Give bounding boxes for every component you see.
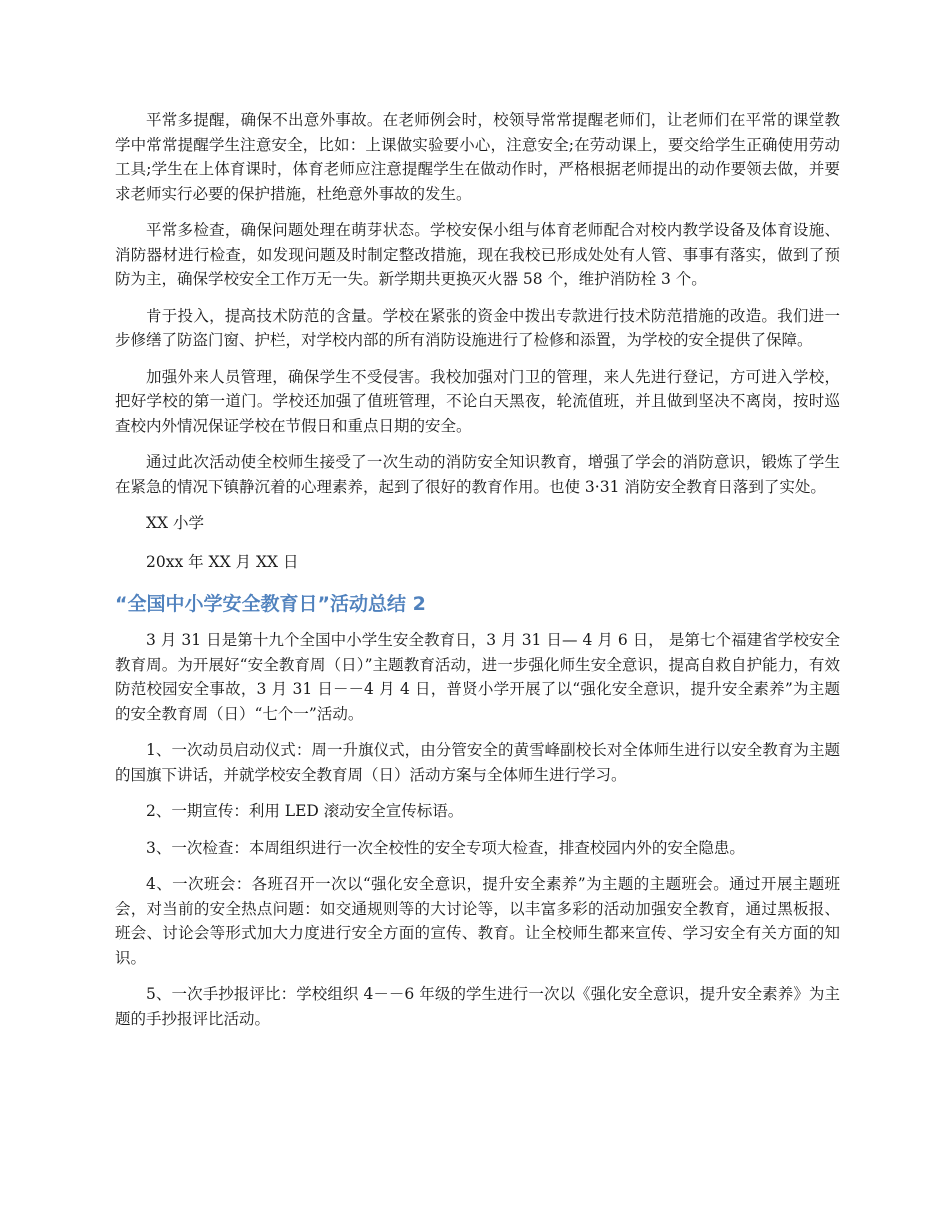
paragraph-investment: 肯于投入，提高技术防范的含量。学校在紧张的资金中拨出专款进行技术防范措施的改造。我们进一步修缮了防盗门窗、护栏，对学校内部的所有消防设施进行了检修和添置，为学校的安全提供了保障。 (115, 306, 840, 349)
section-heading: “全国中小学安全教育日”活动总结 2 (115, 593, 426, 615)
list-item-class-meeting: 4、一次班会：各班召开一次以“强化安全意识，提升安全素养”为主题的主题班会。通过开展主题班会，对当前的安全热点问题：如交通规则等的大讨论等，以丰富多彩的活动加强安全教育，通过黑板报、班会、讨论会等形式加大力度进行安全方面的宣传、教育。让全校师生都来宣传、学习安全有关方面的知识。 (115, 875, 840, 967)
list-item-mobilization: 1、一次动员启动仪式：周一升旗仪式，由分管安全的黄雪峰副校长对全体师生进行以安全教育为主题的国旗下讲话，并就学校安全教育周（日）活动方案与全体师生进行学习。 (115, 741, 840, 784)
paragraph-intro: 3 月 31 日是第十九个全国中小学生安全教育日，3 月 31 日— 4 月 6 日， 是第七个福建省学校安全教育周。为开展好“安全教育周（日）”主题教育活动，进一步强化师生安全意识，提高自救自护能力，有效防范校园安全事故，3 月 31 日－－4 月 4 日，普贤小学开展了以“强化安全意识，提升安全素养”为主题的安全教育周（日）“七个一”活动。 (115, 631, 840, 723)
list-item-inspection: 3、一次检查：本周组织进行一次全校性的安全专项大检查，排查校园内外的安全隐患。 (146, 838, 745, 857)
paragraph-inspections: 平常多检查，确保问题处理在萌芽状态。学校安保小组与体育老师配合对校内教学设备及体育设施、消防器材进行检查，如发现问题及时制定整改措施，现在我校已形成处处有人管、事事有落实，做到了预防为主，确保学校安全工作万无一失。新学期共更换灭火器 58 个，维护消防栓 3 个。 (115, 221, 840, 288)
document-page (115, 108, 840, 1043)
paragraph-visitor-management: 加强外来人员管理，确保学生不受侵害。我校加强对门卫的管理，来人先进行登记，方可进入学校，把好学校的第一道门。学校还加强了值班管理，不论白天黑夜，轮流值班，并且做到坚决不离岗，按时巡查校内外情况保证学校在节假日和重点日期的安全。 (115, 367, 840, 435)
signature-date: 20xx 年 XX 月 XX 日 (146, 552, 299, 571)
paragraph-conclusion: 通过此次活动使全校师生接受了一次生动的消防安全知识教育，增强了学会的消防意识，锻炼了学生在紧急的情况下镇静沉着的心理素养，起到了很好的教育作用。也使 3·31 消防安全教育日落到了实处。 (115, 453, 840, 496)
paragraph-reminders: 平常多提醒，确保不出意外事故。在老师例会时，校领导常常提醒老师们，让老师们在平常的课堂教学中常常提醒学生注意安全，比如：上课做实验要小心，注意安全;在劳动课上，要交给学生正确使用劳动工具;学生在上体育课时，体育老师应注意提醒学生在做动作时，严格根据老师提出的动作要领去做，并要求老师实行必要的保护措施，杜绝意外事故的发生。 (115, 111, 840, 203)
list-item-handwritten-newspaper: 5、一次手抄报评比：学校组织 4－－6 年级的学生进行一次以《强化安全意识，提升安全素养》为主题的手抄报评比活动。 (115, 985, 840, 1028)
list-item-publicity: 2、一期宣传：利用 LED 滚动安全宣传标语。 (146, 802, 464, 820)
signature-school: XX 小学 (146, 514, 204, 532)
